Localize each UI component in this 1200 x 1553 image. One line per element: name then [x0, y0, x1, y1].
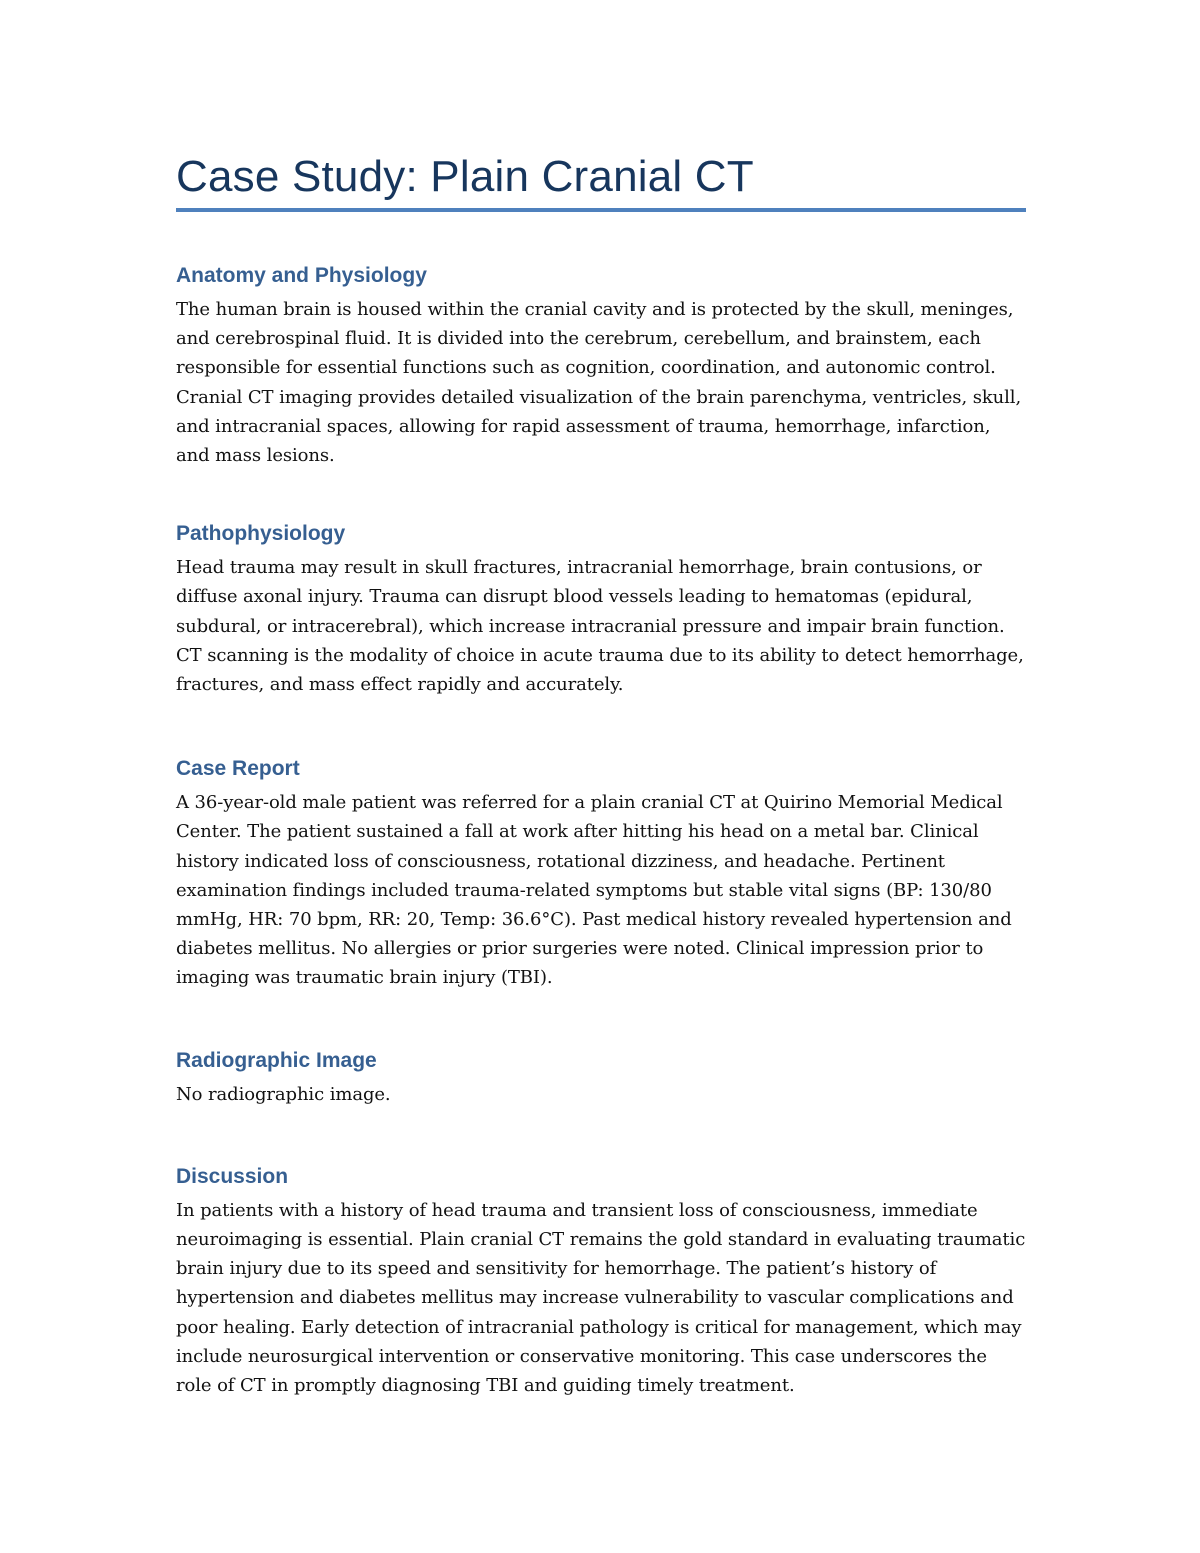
section-heading: Case Report	[176, 757, 300, 781]
document-title: Case Study: Plain Cranial CT	[176, 152, 754, 201]
section-heading: Anatomy and Physiology	[176, 264, 427, 287]
section-anatomy-and-physiology	[176, 261, 1026, 470]
section-pathophysiology	[176, 519, 1026, 699]
section-body: Head trauma may result in skull fractures, intracranial hemorrhage, brain contusions, or diffuse axonal injury. Trauma can disrupt blood vessels leading to hematomas (epidural, subdural, or intracerebral), which increase intracranial pressure and impair brain function. CT scanning is the modality of choice in acute trauma due to its ability to detect hemorrhage, fractures, and mass effect rapidly and accurately.	[176, 557, 1024, 696]
section-case-report	[176, 754, 1026, 992]
section-heading: Discussion	[176, 1164, 289, 1188]
section-body: The human brain is housed within the cranial cavity and is protected by the skull, meninges, and cerebrospinal fluid. It is divided into the cerebrum, cerebellum, and brainstem, each responsible for essential functions such as cognition, coordination, and autonomic control. Cranial CT imaging provides detailed visualization of the brain parenchyma, ventricles, skull, and intracranial spaces, allowing for rapid assessment of trauma, hemorrhage, infarction, and mass lesions.	[176, 299, 1022, 467]
section-radiographic-image	[176, 1046, 1026, 1109]
section-body: No radiographic image.	[176, 1083, 391, 1105]
section-body: In patients with a history of head trauma and transient loss of consciousness, immediate neuroimaging is essential. Plain cranial CT remains the gold standard in evaluating traumatic brain injury due to its speed and sensitivity for hemorrhage. The patient’s history of hypertension and diabetes mellitus may increase vulnerability to vascular complications and poor healing. Early detection of intracranial pathology is critical for management, which may include neurosurgical intervention or conservative monitoring. This case underscores the role of CT in promptly diagnosing TBI and guiding timely treatment.	[176, 1199, 1026, 1397]
section-discussion	[176, 1162, 1026, 1400]
section-heading: Radiographic Image	[176, 1048, 377, 1072]
title-underline-rule	[176, 208, 1026, 212]
page-content	[176, 148, 1026, 1400]
section-body: A 36-year-old male patient was referred for a plain cranial CT at Quirino Memorial Medical Center. The patient sustained a fall at work after hitting his head on a metal bar. Clinical history indicated loss of consciousness, rotational dizziness, and headache. Pertinent examination findings included trauma-related symptoms but stable vital signs (BP: 130/80 mmHg, HR: 70 bpm, RR: 20, Temp: 36.6°C). Past medical history revealed hypertension and diabetes mellitus. No allergies or prior surgeries were noted. Clinical impression prior to imaging was traumatic brain injury (TBI).	[176, 792, 1012, 989]
section-heading: Pathophysiology	[176, 522, 346, 546]
